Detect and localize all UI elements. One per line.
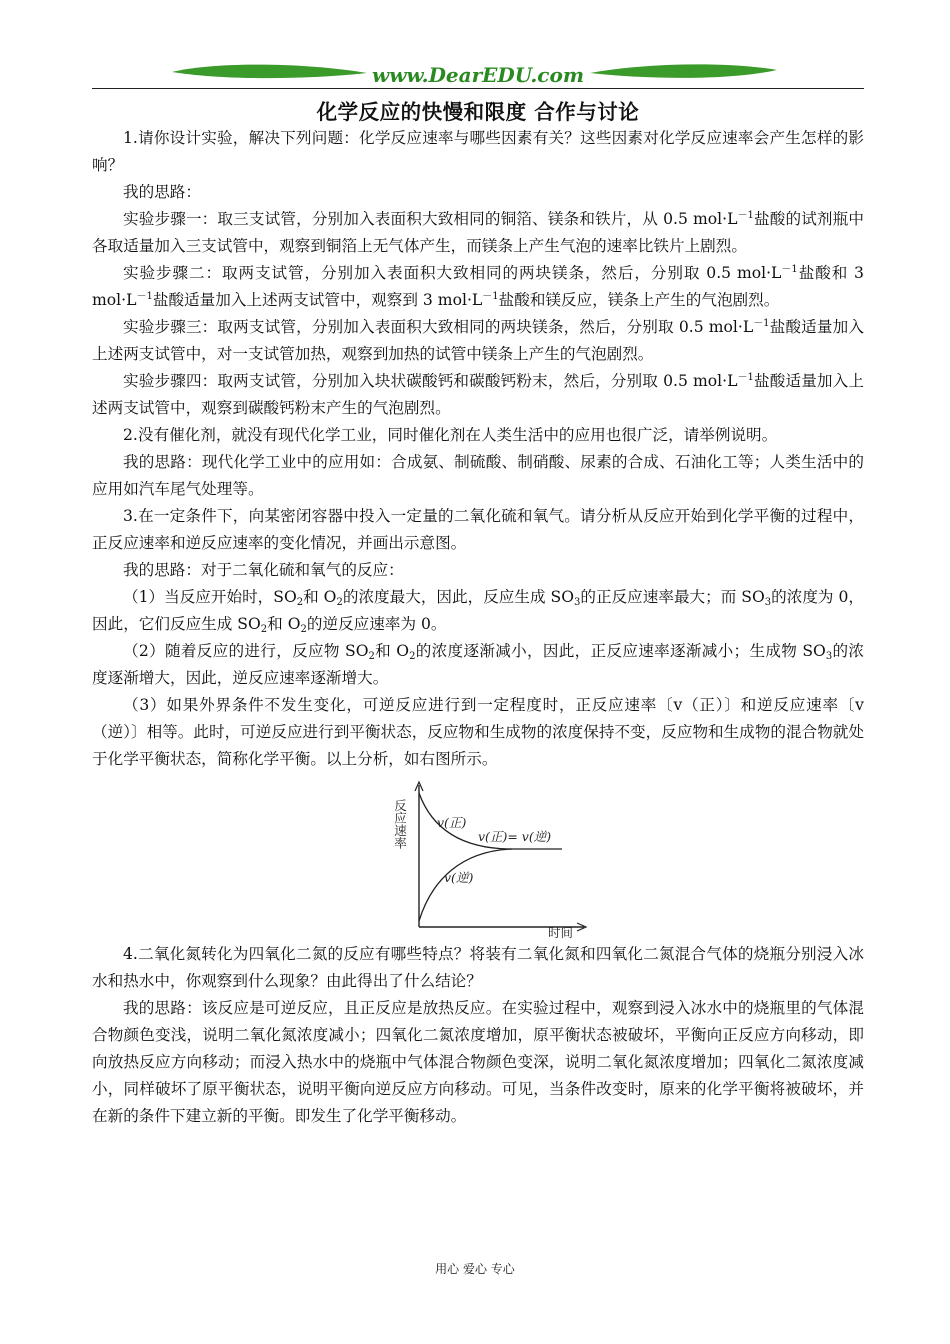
paragraph-text: 的浓度逐渐减小，因此，正反应速率逐渐减小；生成物 SO [415, 642, 826, 660]
paragraph [92, 584, 864, 638]
header-rule [92, 88, 864, 89]
rate-time-chart [392, 779, 592, 939]
subscript: 2 [368, 651, 375, 662]
subscript: 2 [336, 597, 343, 608]
paragraph: 我的思路：该反应是可逆反应，且正反应是放热反应。在实验过程中，观察到浸入冰水中的烧瓶里的气体混合物颜色变浅，说明二氧化氮浓度减小；四氧化二氮浓度增加，原平衡状态被破坏，平衡向正反应方向移动，即向放热反应方向移动；而浸入热水中的烧瓶中气体混合物颜色变深，说明二氧化氮浓度增加；四氧化二氮浓度减小，同样破坏了原平衡状态，说明平衡向逆反应方向移动。可见，当条件改变时，原来的化学平衡将被破坏，并在新的条件下建立新的平衡。即发生了化学平衡移动。 [92, 999, 864, 1125]
subscript: 2 [296, 597, 304, 608]
superscript: －1 [482, 291, 499, 302]
paragraph: 3.在一定条件下，向某密闭容器中投入一定量的二氧化硫和氧气。请分析从反应开始到化学平衡的过程中，正反应速率和逆反应速率的变化情况，并画出示意图。 [92, 507, 864, 552]
paragraph [92, 206, 864, 260]
paragraph-text: 的浓度逐渐增大，因此，逆反应速率逐渐增大。 [92, 642, 864, 687]
site-url: www.DearEDU.com [371, 63, 585, 87]
superscript: －1 [781, 264, 798, 275]
x-axis-label: 时间 [548, 925, 574, 939]
paragraph-text: 的浓度最大，因此，反应生成 SO [342, 588, 574, 606]
paragraph: 我的思路：对于二氧化硫和氧气的反应： [123, 561, 404, 579]
superscript: －1 [737, 372, 754, 383]
paragraph-text: 的逆反应速率为 0。 [306, 615, 447, 633]
paragraph [92, 260, 864, 314]
reverse-rate-curve [419, 849, 512, 921]
superscript: －1 [753, 318, 770, 329]
paragraph-text: （2）随着反应的进行，反应物 SO [123, 642, 369, 660]
paragraph: 我的思路：现代化学工业中的应用如：合成氨、制硫酸、制硝酸、尿素的合成、石油化工等；人类生活中的应用如汽车尾气处理等。 [92, 453, 864, 498]
paragraph-text: 盐酸的试剂瓶中各取适量加入三支试管中，观察到铜箔上无气体产生，而镁条上产生气泡的速率比铁片上剧烈。 [92, 210, 864, 255]
paragraph: 我的思路： [123, 183, 201, 201]
paragraph: 2.没有催化剂，就没有现代化学工业，同时催化剂在人类生活中的应用也很广泛，请举例说明。 [123, 426, 778, 444]
rate-time-figure [92, 779, 864, 939]
paragraph-text: 实验步骤一：取三支试管，分别加入表面积大致相同的铜箔、镁条和铁片，从 0.5 mol·L [123, 210, 738, 228]
page-title: 化学反应的快慢和限度 合作与讨论 [316, 100, 640, 124]
paragraph-text: 盐酸适量加入上述两支试管中，对一支试管加热，观察到加热的试管中镁条上产生的气泡剧烈。 [92, 318, 864, 363]
paragraph-text: 实验步骤四：取两支试管，分别加入块状碳酸钙和碳酸钙粉末，然后，分别取 0.5 mol·L [123, 372, 738, 390]
y-axis-label: 反应速率 [392, 799, 408, 849]
paragraph [92, 314, 864, 368]
subscript: 3 [825, 651, 833, 662]
paragraph-text: 和 O [303, 588, 337, 606]
paragraph-text: 盐酸适量加入上述两支试管中，观察到 3 mol·L [152, 291, 483, 309]
page-footer: 用心 爱心 专心 [435, 1262, 515, 1276]
paragraph-text: 的浓度为 0，因此，它们反应生成 SO [92, 588, 864, 633]
reverse-rate-label: v(逆) [444, 870, 474, 885]
forward-rate-label: v(正) [437, 815, 467, 830]
superscript: －1 [136, 291, 153, 302]
paragraph: 4.二氧化氮转化为四氧化二氮的反应有哪些特点？将装有二氧化氮和四氧化二氮混合气体的烧瓶分别浸入冰水和热水中，你观察到什么现象？由此得出了什么结论？ [92, 945, 864, 990]
document-body [92, 125, 864, 1130]
paragraph [92, 638, 864, 692]
paragraph-text: 的正反应速率最大；而 SO [580, 588, 765, 606]
paragraph [92, 368, 864, 422]
subscript: 2 [260, 624, 268, 635]
subscript: 2 [300, 624, 307, 635]
paragraph-text: 实验步骤三：取两支试管，分别加入表面积大致相同的两块镁条，然后，分别取 0.5 mol·L [123, 318, 754, 336]
equal-rate-label: v(正)= v(逆) [478, 829, 552, 844]
paragraph: 1.请你设计实验，解决下列问题：化学反应速率与哪些因素有关？这些因素对化学反应速率会产生怎样的影响？ [92, 129, 864, 174]
subscript: 3 [764, 597, 772, 608]
paragraph-text: 盐酸和镁反应，镁条上产生的气泡剧烈。 [498, 291, 780, 309]
right-leaf-swoosh [590, 64, 777, 78]
superscript: －1 [737, 210, 754, 221]
left-leaf-swoosh [172, 65, 367, 79]
paragraph: （3）如果外界条件不发生变化，可逆反应进行到一定程度时，正反应速率〔v（正）〕和逆反应速率〔v（逆）〕相等。此时，可逆反应进行到平衡状态，反应物和生成物的浓度保持不变，反应物和生成物的混合物就处于化学平衡状态，简称化学平衡。以上分析，如右图所示。 [92, 696, 864, 768]
paragraph-text: 盐酸和 3 mol·L [92, 264, 864, 309]
site-header-banner [92, 58, 864, 92]
paragraph-text: 实验步骤二：取两支试管，分别加入表面积大致相同的两块镁条，然后，分别取 0.5 mol·L [123, 264, 782, 282]
paragraph-text: 和 O [374, 642, 410, 660]
paragraph-text: 和 O [267, 615, 301, 633]
paragraph-text: （1）当反应开始时，SO [123, 588, 297, 606]
subscript: 2 [409, 651, 416, 662]
paragraph-text: 盐酸适量加入上述两支试管中，观察到碳酸钙粉末产生的气泡剧烈。 [92, 372, 864, 417]
subscript: 3 [574, 597, 581, 608]
